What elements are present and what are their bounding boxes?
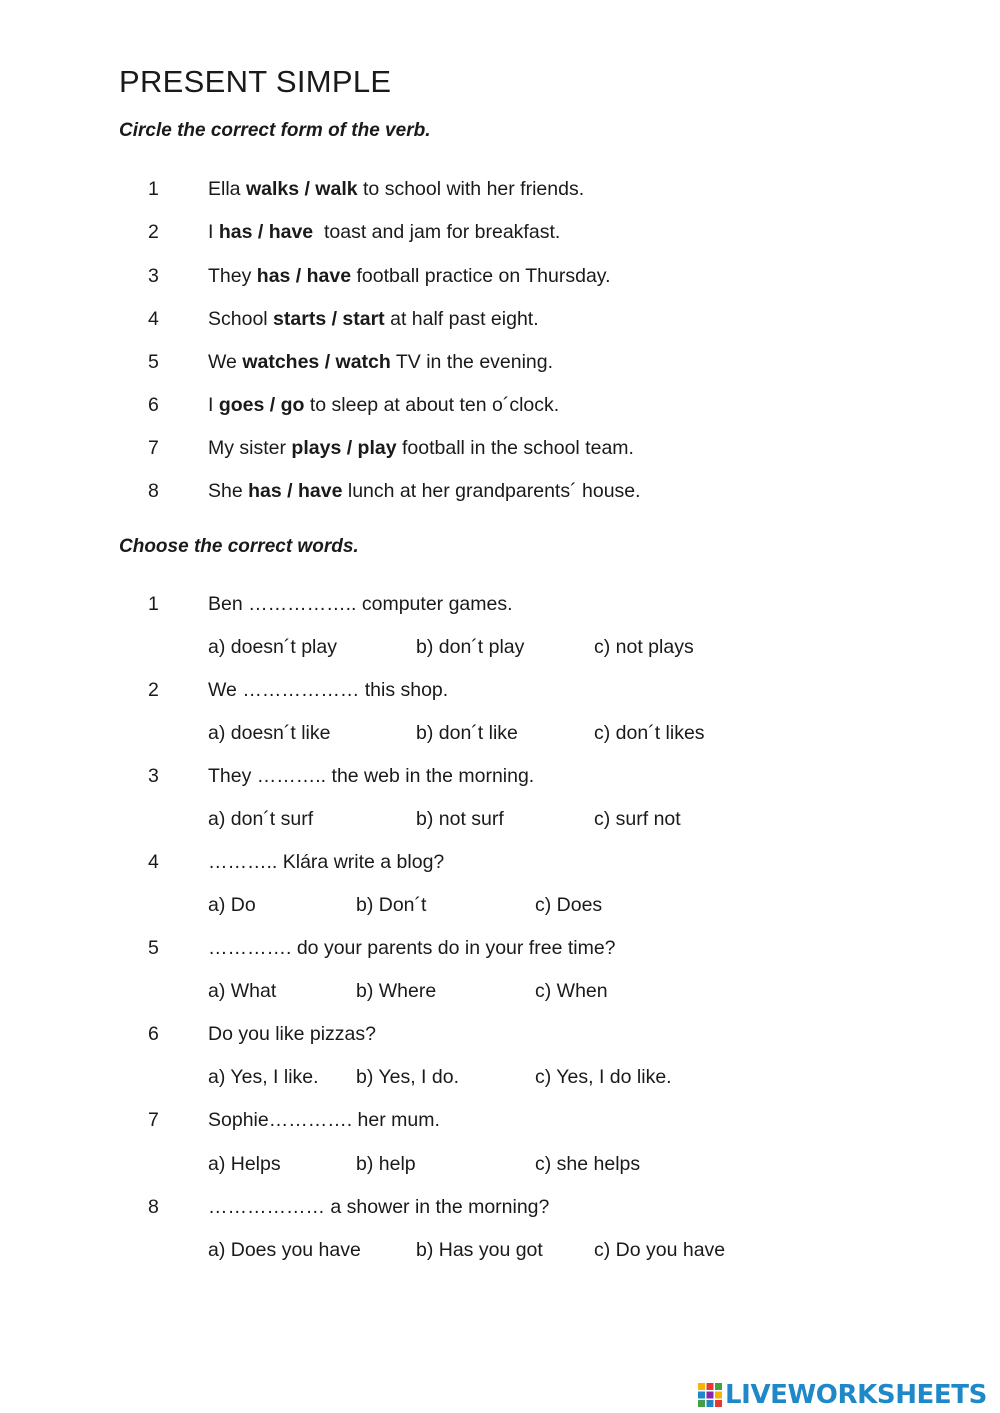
exercise1-item <box>0 347 1000 377</box>
item-number: 6 <box>148 1023 159 1045</box>
option-b[interactable]: b) Has you got <box>416 1239 543 1261</box>
option-c[interactable]: c) Yes, I do like. <box>535 1066 672 1088</box>
exercise1-instruction: Circle the correct form of the verb. <box>119 120 431 141</box>
item-number: 3 <box>148 765 159 787</box>
option-a[interactable]: a) Does you have <box>208 1239 361 1261</box>
exercise2-options <box>0 718 1000 748</box>
item-number: 8 <box>148 1196 159 1218</box>
option-c[interactable]: c) Does <box>535 894 603 916</box>
option-a[interactable]: a) What <box>208 980 277 1002</box>
item-number: 4 <box>148 851 159 873</box>
verb-choice[interactable]: goes / go <box>218 394 305 416</box>
item-sentence: She has / have lunch at her grandparents´ house. <box>208 480 641 502</box>
exercise2-options <box>0 632 1000 662</box>
question-text: Sophie…………. her mum. <box>208 1109 440 1131</box>
exercise1-item <box>0 390 1000 420</box>
question-text: We ……………… this shop. <box>208 679 449 701</box>
exercise2-question <box>0 1192 1000 1222</box>
exercise1-item <box>0 476 1000 506</box>
item-number: 8 <box>148 480 159 502</box>
page-title: PRESENT SIMPLE <box>119 64 392 99</box>
option-a[interactable]: a) doesn´t play <box>208 636 337 658</box>
item-number: 7 <box>148 1109 159 1131</box>
item-number: 5 <box>148 937 159 959</box>
exercise2-options <box>0 976 1000 1006</box>
option-a[interactable]: a) Yes, I like. <box>208 1066 319 1088</box>
verb-choice[interactable]: has / have <box>248 480 343 502</box>
verb-choice[interactable]: watches / watch <box>242 351 391 373</box>
item-number: 5 <box>148 351 159 373</box>
question-text: They ……….. the web in the morning. <box>208 765 535 787</box>
option-c[interactable]: c) not plays <box>594 636 694 658</box>
exercise1-item <box>0 174 1000 204</box>
option-b[interactable]: b) help <box>356 1153 416 1175</box>
item-sentence: Ella walks / walk to school with her friends. <box>208 178 585 200</box>
question-text: ……….. Klára write a blog? <box>208 851 445 873</box>
exercise2-options <box>0 890 1000 920</box>
item-sentence: We watches / watch TV in the evening. <box>208 351 554 373</box>
verb-choice[interactable]: walks / walk <box>245 178 358 200</box>
verb-choice[interactable]: has / have <box>256 265 352 287</box>
item-number: 1 <box>148 178 159 200</box>
item-number: 3 <box>148 265 159 287</box>
option-b[interactable]: b) don´t play <box>416 636 525 658</box>
exercise1-item <box>0 217 1000 247</box>
verb-choice[interactable]: starts / start <box>273 308 385 330</box>
item-sentence: I goes / go to sleep at about ten o´clock. <box>208 394 560 416</box>
exercise2-options <box>0 1149 1000 1179</box>
exercise1-item <box>0 261 1000 291</box>
item-number: 4 <box>148 308 159 330</box>
option-b[interactable]: b) Where <box>356 980 437 1002</box>
item-number: 2 <box>148 679 159 701</box>
option-b[interactable]: b) Don´t <box>356 894 427 916</box>
option-a[interactable]: a) doesn´t like <box>208 722 331 744</box>
option-a[interactable]: a) Helps <box>208 1153 281 1175</box>
exercise2-options <box>0 804 1000 834</box>
item-number: 1 <box>148 593 159 615</box>
question-text: ……………… a shower in the morning? <box>208 1196 550 1218</box>
exercise2-instruction: Choose the correct words. <box>119 536 359 557</box>
exercise2-question <box>0 761 1000 791</box>
verb-choice[interactable]: plays / play <box>291 437 397 459</box>
item-number: 6 <box>148 394 159 416</box>
item-number: 2 <box>148 221 159 243</box>
exercise2-options <box>0 1235 1000 1265</box>
option-c[interactable]: c) surf not <box>594 808 681 830</box>
exercise2-options <box>0 1062 1000 1092</box>
item-number: 7 <box>148 437 159 459</box>
question-text: Do you like pizzas? <box>208 1023 376 1045</box>
item-sentence: They has / have football practice on Thursday. <box>208 265 611 287</box>
exercise2-question <box>0 933 1000 963</box>
option-b[interactable]: b) don´t like <box>416 722 518 744</box>
option-a[interactable]: a) Do <box>208 894 256 916</box>
liveworksheets-logo-icon <box>697 1382 723 1408</box>
liveworksheets-logo <box>697 1378 987 1412</box>
option-c[interactable]: c) Do you have <box>594 1239 726 1261</box>
verb-choice[interactable]: has / have <box>218 221 314 243</box>
question-text: …………. do your parents do in your free time? <box>208 937 616 959</box>
option-b[interactable]: b) Yes, I do. <box>356 1066 459 1088</box>
option-b[interactable]: b) not surf <box>416 808 504 830</box>
item-sentence: School starts / start at half past eight. <box>208 308 539 330</box>
item-sentence: My sister plays / play football in the school team. <box>208 437 634 459</box>
logo-text: LIVEWORKSHEETS <box>725 1380 987 1410</box>
option-c[interactable]: c) When <box>535 980 608 1002</box>
exercise2-question <box>0 589 1000 619</box>
option-c[interactable]: c) she helps <box>535 1153 641 1175</box>
option-c[interactable]: c) don´t likes <box>594 722 705 744</box>
exercise2-question <box>0 1019 1000 1049</box>
exercise2-question <box>0 847 1000 877</box>
exercise2-question <box>0 675 1000 705</box>
exercise1-item <box>0 304 1000 334</box>
question-text: Ben …………….. computer games. <box>208 593 513 615</box>
exercise1-item <box>0 433 1000 463</box>
exercise2-question <box>0 1105 1000 1135</box>
option-a[interactable]: a) don´t surf <box>208 808 314 830</box>
item-sentence: I has / have toast and jam for breakfast. <box>208 221 561 243</box>
